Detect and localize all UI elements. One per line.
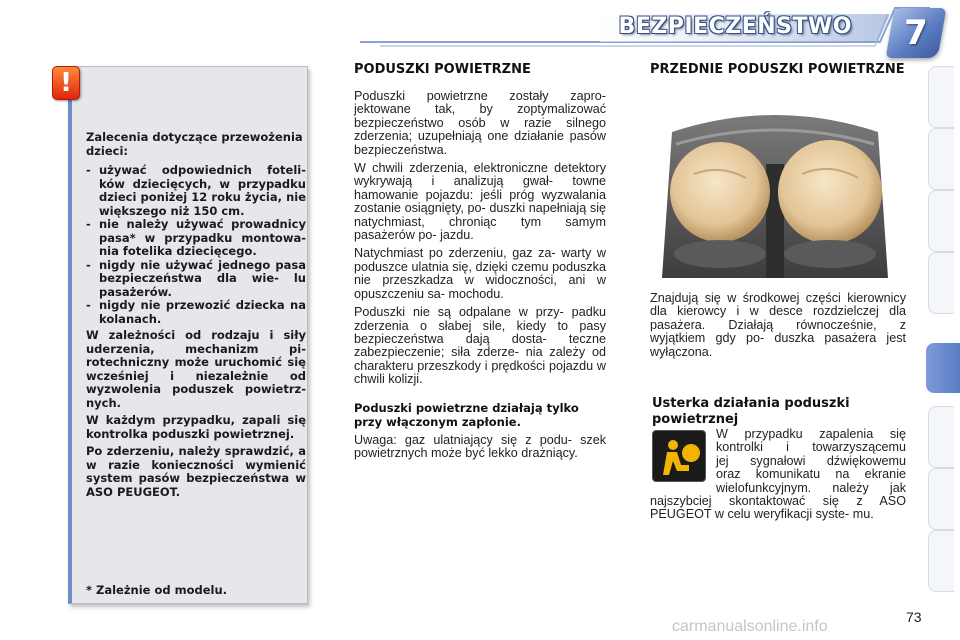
chapter-tab[interactable] bbox=[928, 406, 954, 468]
fault-line: kontrolki i towarzyszącemu bbox=[716, 440, 906, 455]
chapter-title: BEZPIECZEŃSTWO bbox=[618, 14, 852, 39]
fault-line: oraz komunikatu na ekranie bbox=[716, 467, 906, 482]
warning-list-item: - nigdy nie przewozić dziecka na kolanach. bbox=[86, 299, 306, 326]
chapter-tab[interactable] bbox=[928, 252, 954, 314]
airbag-fault-heading: Usterka działania poduszki powietrznej bbox=[652, 396, 850, 427]
fault-line: wielofunkcyjnym. należy jak bbox=[716, 480, 906, 495]
warning-paragraph-pyro bbox=[86, 329, 306, 410]
chapter-number: 7 bbox=[904, 13, 928, 53]
exclamation-icon-glyph: ! bbox=[60, 68, 72, 98]
chapter-tab[interactable] bbox=[928, 66, 954, 128]
fault-rest: najszybciej skontaktować się z ASO PEUGEOT w celu weryfikacji syste- mu. bbox=[650, 494, 906, 522]
chapter-tab[interactable] bbox=[928, 190, 954, 252]
airbags-section bbox=[354, 62, 606, 460]
fault-line: jej sygnałowi dźwiękowemu bbox=[716, 453, 906, 468]
warning-list bbox=[86, 164, 306, 326]
chapter-tab[interactable] bbox=[928, 128, 954, 190]
gas-note: Uwaga: gaz ulatniający się z podu- szek powietrznych może być lekko drażniący. bbox=[354, 432, 606, 460]
ignition-note: Poduszki powietrzne działają tylko przy włączonym zapłonie. bbox=[354, 400, 579, 429]
warning-list-item: - nie należy używać prowadnicy pasa* w przypadku montowa- nia fotelika dziecięcego. bbox=[86, 218, 306, 259]
warning-text bbox=[86, 131, 306, 499]
section-heading: PODUSZKI POWIETRZNE bbox=[354, 62, 531, 77]
fault-line: W przypadku zapalenia się bbox=[716, 427, 906, 441]
chapter-tab[interactable] bbox=[928, 530, 954, 592]
paragraph: W chwili zderzenia, elektroniczne detektory wykrywają i analizują gwał- towne hamowanie pojazdu: jeśli próg wyzwalania zostanie osiągnięty, po- duszki napełniają się natychmiast, chroniąc tym samym pasażerów po- jazdu. bbox=[354, 161, 606, 243]
warning-paragraph-pyro-rest: mechanizm pi- rotechniczny może uruchomić się wcześniej i niezależnie od wyzwolenia poduszek powietrz- nych. bbox=[86, 341, 306, 410]
warning-list-item: - używać odpowiednich foteli- ków dziecięcych, w przypadku dzieci poniżej 12 roku życia, nie większego niż 150 cm. bbox=[86, 164, 306, 218]
page-number: 73 bbox=[906, 609, 922, 625]
paragraph: Poduszki powietrzne zostały zapro- jektowane tak, by zoptymalizować bezpieczeństwo osób w razie silnego zderzenia; uzupełniają one działanie pasów bezpieczeństwa. bbox=[354, 89, 606, 157]
warning-paragraph-lamp: W każdym przypadku, zapali się kontrolka poduszki powietrznej. bbox=[86, 413, 306, 441]
paragraph: Poduszki nie są odpalane w przy- padku zderzenia o słabej sile, kiedy to pasy bezpieczeństwa dają dosta- teczne zabezpieczenie; siła zderze- nia zależy od charakteru przeszkody i prędkości pojazdu w chwili kolizji. bbox=[354, 305, 606, 387]
airbag-fault-text bbox=[650, 428, 906, 522]
warning-paragraph-pyro-bold: W zależności od rodzaju i siły uderzenia, bbox=[86, 328, 306, 356]
chapter-tab[interactable] bbox=[928, 468, 954, 530]
paragraph: Natychmiast po zderzeniu, gaz za- warty w poduszce ulatnia się, dzięki czemu poduszka nie przeszkadza w widoczności, ani w opuszczeniu sa- mochodu. bbox=[354, 246, 606, 301]
warning-list-item: - nigdy nie używać jednego pasa bezpieczeństwa dla wie- lu pasażerów. bbox=[86, 259, 306, 300]
chapter-tab-active[interactable] bbox=[926, 343, 960, 393]
front-airbags-heading-wrap bbox=[650, 62, 906, 78]
airbag-fault-indented bbox=[716, 428, 906, 495]
footnote: * Zależnie od modelu. bbox=[86, 583, 228, 597]
airbag-illustration bbox=[654, 104, 896, 278]
chapter-tab-strip bbox=[928, 66, 956, 596]
watermark: carmanualsonline.info bbox=[672, 618, 828, 635]
warning-heading: Zalecenia dotyczące przewożenia dzieci: bbox=[86, 130, 303, 158]
front-airbags-text: Znajdują się w środkowej części kierownicy dla kierowcy i w desce rozdzielczej dla pasażera. Działają równocześnie, z wyjątkiem gdy po- duszka pasażera jest wyłączona. bbox=[650, 291, 906, 359]
front-airbags-heading: PRZEDNIE PODUSZKI POWIETRZNE bbox=[650, 62, 905, 77]
warning-paragraph-check: Po zderzeniu, należy sprawdzić, a w razie konieczności wymienić system pasów bezpieczeństwa w ASO PEUGEOT. bbox=[86, 444, 306, 499]
